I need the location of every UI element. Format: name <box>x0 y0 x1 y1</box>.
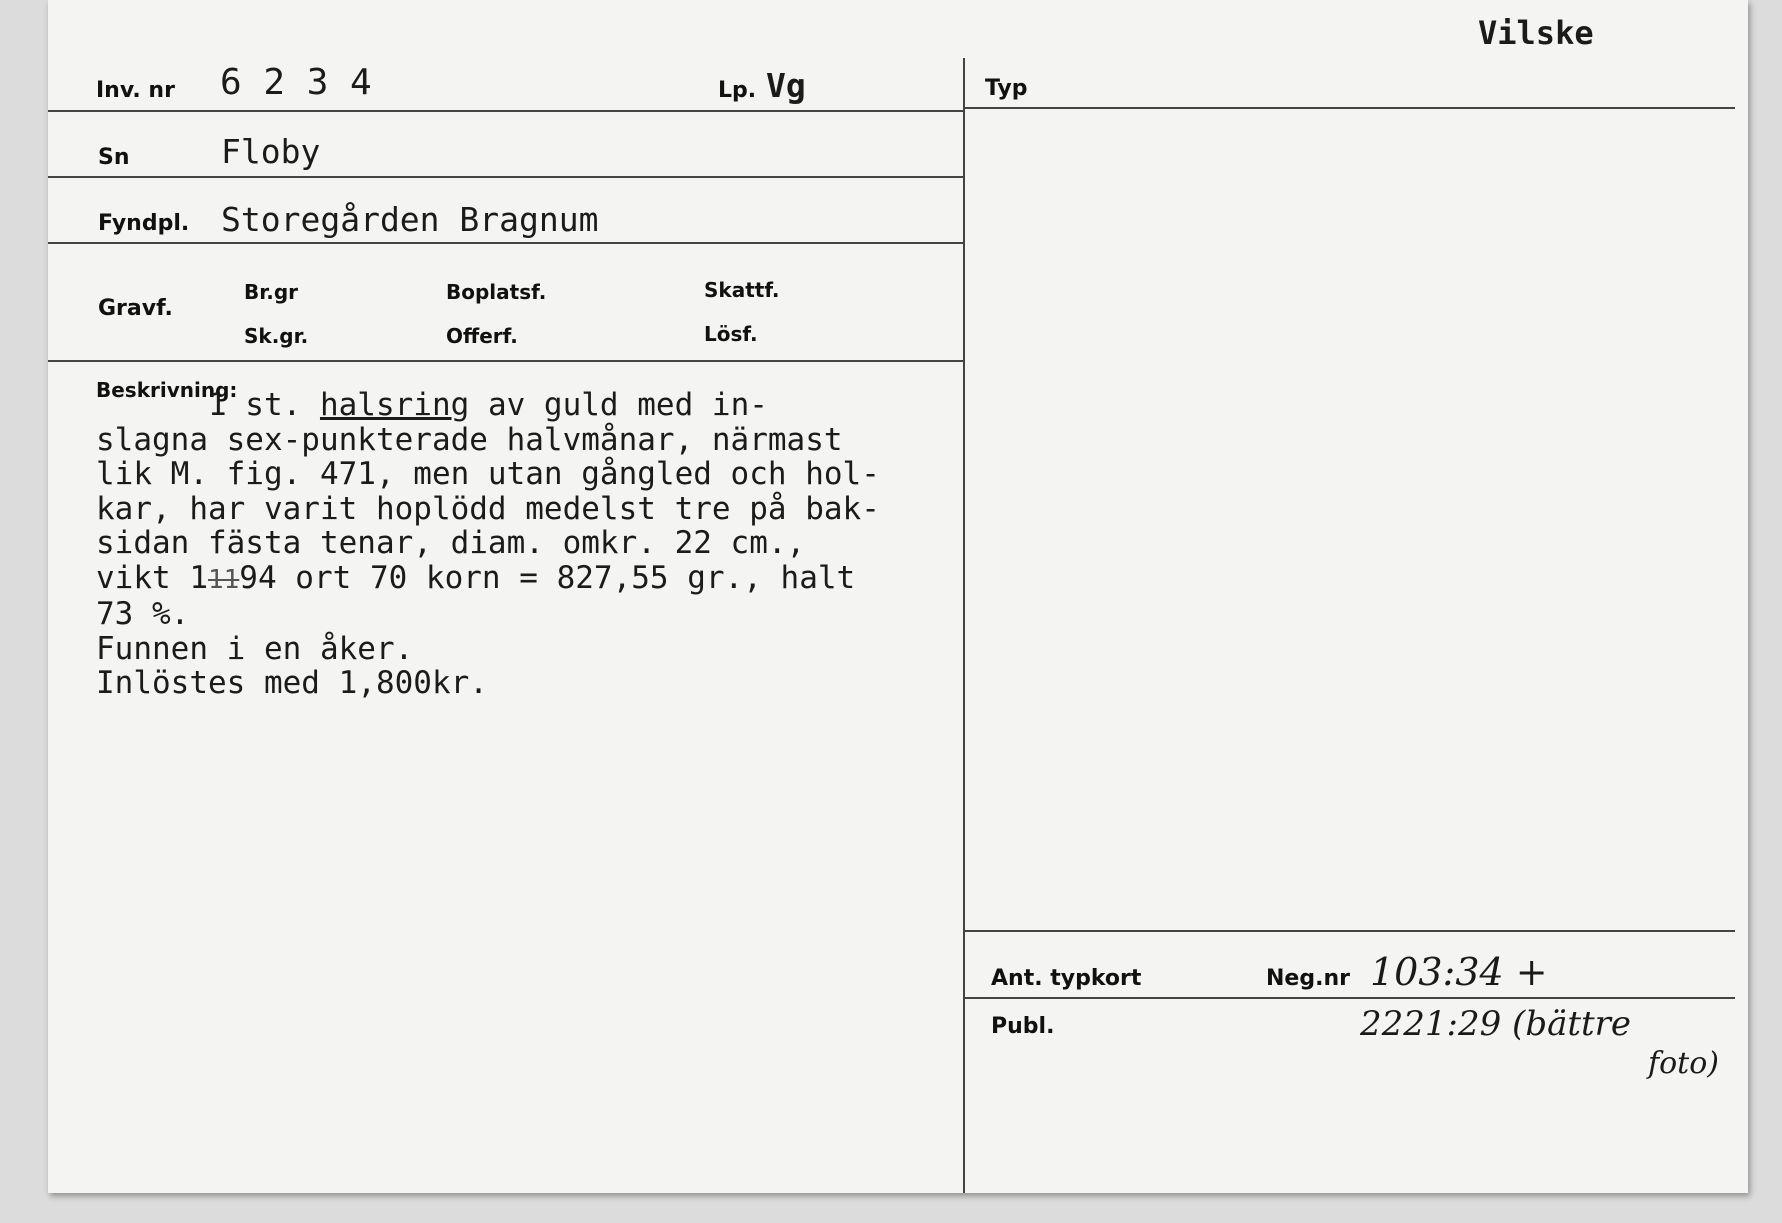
rule-inv <box>48 110 963 112</box>
publ-handwritten-line2: foto) <box>1648 1046 1719 1081</box>
ant-typkort-label: Ant. typkort <box>991 966 1142 991</box>
desc-indent <box>96 387 208 423</box>
desc-line4: kar, har varit hoplödd medelst tre på bak- <box>96 490 880 527</box>
desc-line8: Funnen i en åker. <box>96 630 414 667</box>
desc-line7: 73 %. <box>96 596 190 632</box>
rule-fyndpl <box>48 242 963 244</box>
rule-bottom-top <box>965 930 1735 932</box>
publ-handwritten-line1: 2221:29 (bättre <box>1360 1004 1632 1044</box>
desc-line1-underlined: halsring <box>319 387 470 423</box>
losf-label: Lösf. <box>704 322 758 346</box>
lp-label: Lp. <box>718 78 757 103</box>
desc-line6-post: 94 ort 70 korn = 827,55 gr., halt <box>239 559 856 596</box>
skgr-label: Sk.gr. <box>244 324 309 348</box>
boplatsf-label: Boplatsf. <box>446 280 547 304</box>
offerf-label: Offerf. <box>446 324 518 348</box>
brgr-label: Br.gr <box>244 280 299 304</box>
column-divider <box>963 58 965 1193</box>
desc-line3: lik M. fig. 471, men utan gångled och hol- <box>96 456 880 492</box>
sn-value: Floby <box>221 132 321 171</box>
rule-sn <box>48 176 963 178</box>
inv-nr-label: Inv. nr <box>96 78 175 103</box>
beskrivning-label: Beskrivning: <box>96 378 238 402</box>
desc-line9: Inlöstes med 1,800kr. <box>96 665 488 701</box>
desc-line1-post: av guld med in- <box>469 387 768 423</box>
rule-typ <box>965 107 1735 109</box>
fyndpl-label: Fyndpl. <box>98 211 190 236</box>
neg-nr-label: Neg.nr <box>1266 966 1350 991</box>
publ-label: Publ. <box>991 1014 1055 1039</box>
description-text <box>96 388 880 701</box>
sn-label: Sn <box>98 145 130 170</box>
catalog-card <box>48 0 1748 1193</box>
corner-label: Vilske <box>1478 14 1594 52</box>
rule-neg <box>965 997 1735 999</box>
inv-nr-value: 6 2 3 4 <box>220 62 372 103</box>
gravf-label: Gravf. <box>98 296 173 321</box>
desc-line1-pre: 1 st. <box>207 387 320 423</box>
lp-value: Vg <box>766 66 806 105</box>
skattf-label: Skattf. <box>704 278 780 302</box>
rule-gravf <box>48 360 963 362</box>
typ-label: Typ <box>985 76 1028 101</box>
desc-line5: sidan fästa tenar, diam. omkr. 22 cm., <box>96 525 806 561</box>
fyndpl-value: Storegården Bragnum <box>221 200 599 239</box>
desc-line6-struck: 11 <box>207 564 240 595</box>
desc-line2: slagna sex-punkterade halvmånar, närmast <box>96 421 843 458</box>
neg-nr-value: 103:34 + <box>1370 950 1548 994</box>
desc-line6-pre: vikt 1 <box>96 559 208 596</box>
